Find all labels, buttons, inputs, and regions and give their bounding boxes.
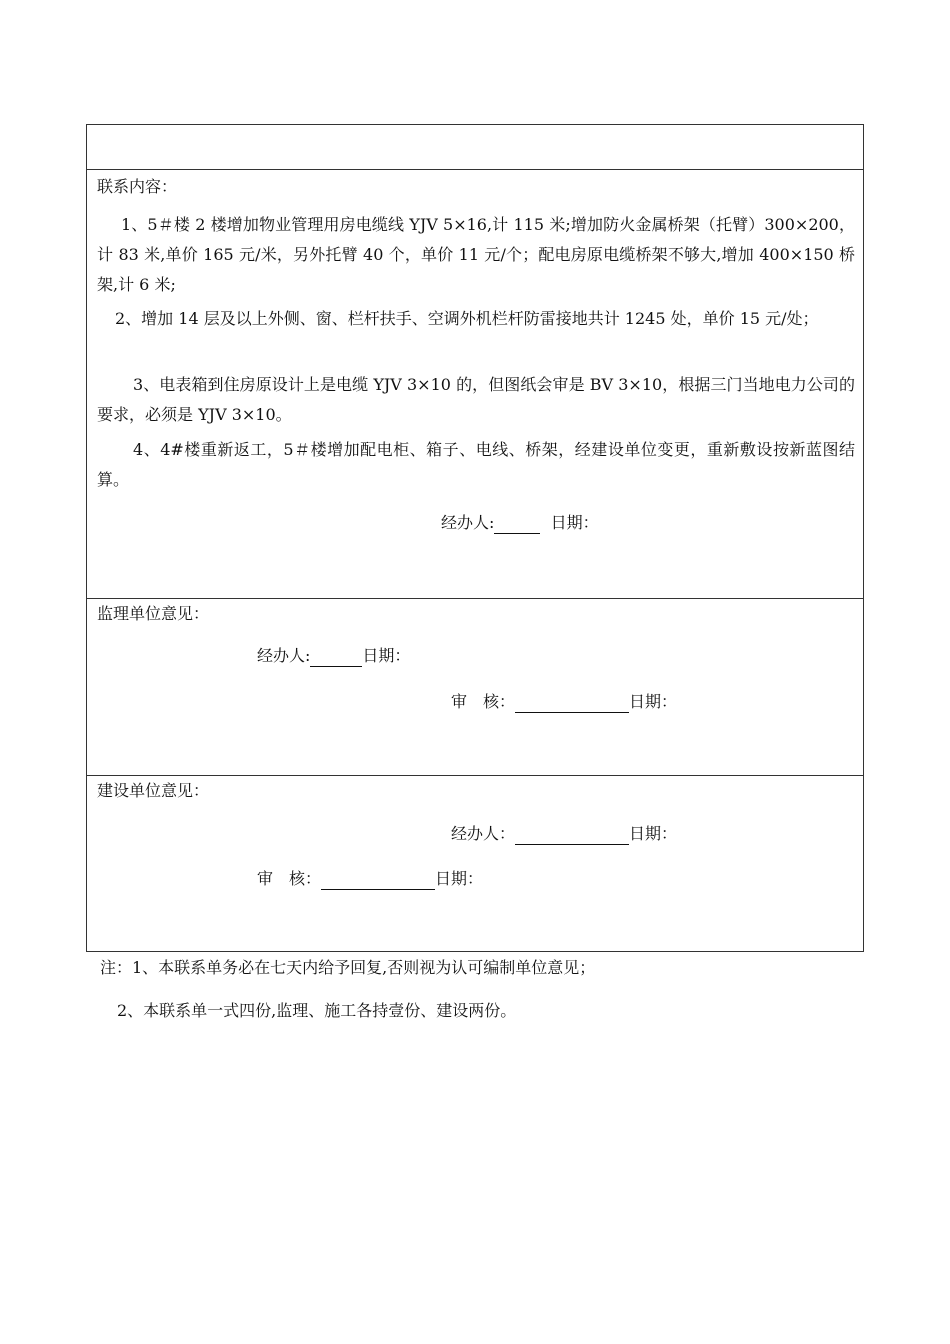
- supervisor-review-date-label: 日期：: [629, 692, 678, 711]
- supervisor-heading: 监理单位意见：: [97, 604, 210, 623]
- contact-item-2: 2、增加 14 层及以上外侧、窗、栏杆扶手、空调外机栏杆防雷接地共计 1245 处，单价 15 元/处；: [115, 309, 819, 328]
- note-line-1: 注：1、本联系单务必在七天内给予回复,否则视为认可编制单位意见；: [100, 958, 596, 977]
- contact-item-4: 4、4#楼重新返工，5＃楼增加配电柜、箱子、电线、桥架，经建设单位变更，重新敷设按新蓝图结算。: [97, 440, 855, 489]
- supervisor-date-label: 日期：: [362, 646, 411, 665]
- contact-handler-label: 经办人:: [441, 513, 495, 532]
- contact-content-section: [87, 170, 863, 599]
- builder-handler-line: [451, 823, 677, 845]
- supervisor-handler-line: [257, 645, 410, 667]
- builder-date-label: 日期：: [629, 824, 678, 843]
- contact-heading: 联系内容：: [97, 177, 178, 196]
- note-line-2: 2、本联系单一式四份,监理、施工各持壹份、建设两份。: [117, 1001, 517, 1020]
- supervisor-review-line: [451, 691, 677, 713]
- builder-review-blank[interactable]: [321, 871, 435, 890]
- builder-handler-label: 经办人：: [451, 824, 516, 843]
- contact-item-1: 1、5＃楼 2 楼增加物业管理用房电缆线 YJV 5×16,计 115 米;增加防火金属桥架（托臂）300×200，计 83 米,单价 165 元/米，另外托臂 40 个，单价 11 元/个；配电房原电缆桥架不够大,增加 400×150 桥架,计 6 米;: [97, 215, 855, 294]
- supervisor-review-blank[interactable]: [515, 694, 629, 713]
- builder-review-date-label: 日期：: [435, 869, 484, 888]
- contact-item-3: 3、电表箱到住房原设计上是电缆 YJV 3×10 的，但图纸会审是 BV 3×10，根据三门当地电力公司的要求，必须是 YJV 3×10。: [97, 375, 855, 424]
- supervisor-handler-blank[interactable]: [310, 648, 362, 667]
- supervisor-review-label: 审 核：: [451, 692, 516, 711]
- builder-review-line: [257, 868, 483, 890]
- contact-signature-line: [441, 512, 599, 534]
- contact-date-label: 日期：: [550, 513, 599, 532]
- blank-header-row: [87, 125, 863, 170]
- builder-heading: 建设单位意见：: [97, 781, 210, 800]
- builder-review-label: 审 核：: [257, 869, 322, 888]
- supervisor-opinion-section: [87, 599, 863, 776]
- builder-handler-blank[interactable]: [515, 826, 629, 845]
- contact-form-table: [86, 124, 864, 952]
- builder-opinion-section: [87, 776, 863, 953]
- supervisor-handler-label: 经办人:: [257, 646, 311, 665]
- contact-handler-blank[interactable]: [494, 515, 540, 534]
